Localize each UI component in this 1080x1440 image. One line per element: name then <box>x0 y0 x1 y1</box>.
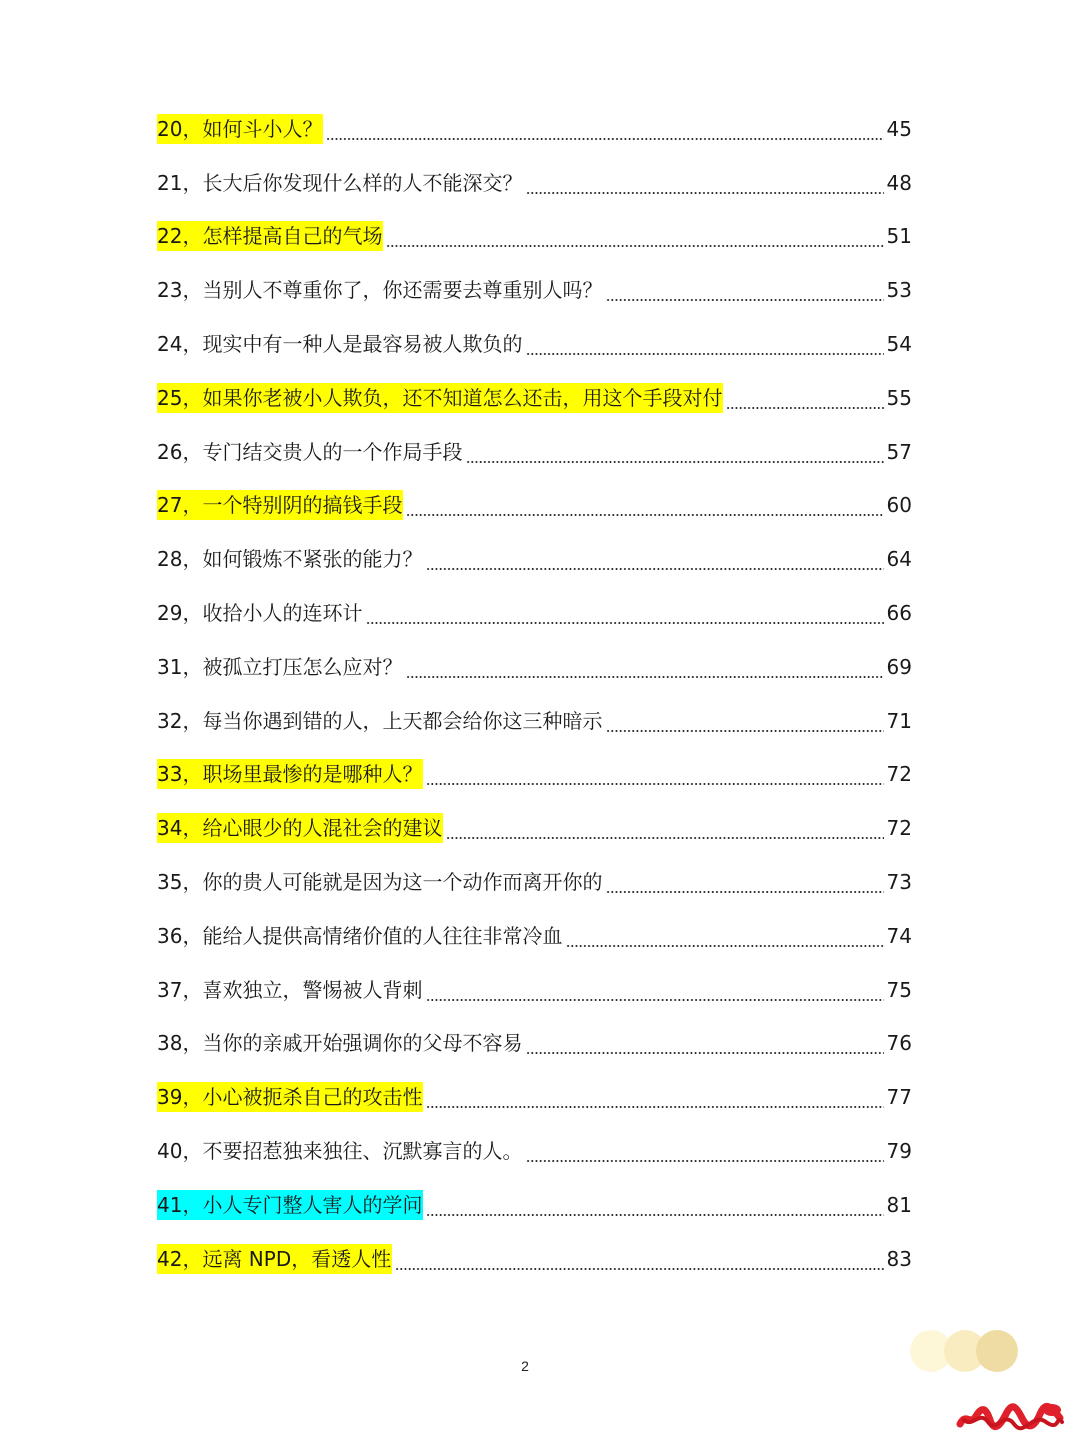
toc-entry-page: 69 <box>886 654 912 679</box>
toc-entry-page: 51 <box>886 224 912 249</box>
toc-entry-title: 31，被孤立打压怎么应对？ <box>157 654 403 679</box>
dot-leader <box>406 652 883 682</box>
toc-entry-page: 79 <box>886 1139 912 1164</box>
page-number: 2 <box>521 1358 529 1374</box>
three-circles-icon <box>910 1328 1022 1374</box>
dot-leader <box>326 114 883 144</box>
toc-entry-page: 71 <box>886 708 912 733</box>
dot-leader <box>426 1082 883 1112</box>
toc-entry-title: 37，喜欢独立，警惕被人背刺 <box>157 977 423 1002</box>
toc-entry-page: 64 <box>886 547 912 572</box>
dot-leader <box>395 1244 883 1274</box>
toc-entry-page: 75 <box>886 977 912 1002</box>
toc-entry <box>157 586 912 640</box>
dot-leader <box>526 1028 883 1058</box>
table-of-contents <box>157 102 912 1286</box>
toc-entry-title: 35，你的贵人可能就是因为这一个动作而离开你的 <box>157 870 603 895</box>
dot-leader <box>426 1190 883 1220</box>
toc-entry <box>157 963 912 1017</box>
red-scribble-logo <box>956 1400 1066 1432</box>
dot-leader <box>526 168 883 198</box>
toc-entry <box>157 1070 912 1124</box>
dot-leader <box>426 975 883 1005</box>
toc-entry-title: 29，收拾小人的连环计 <box>157 601 363 626</box>
dot-leader <box>466 437 883 467</box>
toc-entry-title: 41，小人专门整人害人的学问 <box>157 1190 423 1220</box>
toc-entry-page: 48 <box>886 170 912 195</box>
toc-entry-page: 57 <box>886 439 912 464</box>
toc-entry <box>157 1178 912 1232</box>
toc-entry-page: 45 <box>886 116 912 141</box>
toc-entry <box>157 1124 912 1178</box>
toc-entry <box>157 479 912 533</box>
dot-leader <box>446 813 883 843</box>
dot-leader <box>606 867 883 897</box>
dot-leader <box>606 706 883 736</box>
toc-entry <box>157 640 912 694</box>
toc-entry-title: 24，现实中有一种人是最容易被人欺负的 <box>157 332 523 357</box>
toc-entry-title: 42，远离 NPD，看透人性 <box>157 1244 392 1274</box>
toc-entry-page: 76 <box>886 1031 912 1056</box>
dot-leader <box>386 221 883 251</box>
toc-entry-page: 72 <box>886 816 912 841</box>
dot-leader <box>406 490 883 520</box>
toc-entry <box>157 1017 912 1071</box>
toc-entry-title: 21，长大后你发现什么样的人不能深交？ <box>157 170 523 195</box>
toc-entry-title: 34，给心眼少的人混社会的建议 <box>157 813 443 843</box>
toc-entry <box>157 748 912 802</box>
toc-entry-page: 72 <box>886 762 912 787</box>
toc-entry-title: 20，如何斗小人？ <box>157 114 323 144</box>
circle-icon <box>976 1330 1018 1372</box>
toc-entry-title: 27，一个特别阴的搞钱手段 <box>157 490 403 520</box>
dot-leader <box>526 1136 883 1166</box>
toc-entry-title: 26，专门结交贵人的一个作局手段 <box>157 439 463 464</box>
toc-entry-page: 81 <box>886 1192 912 1217</box>
toc-entry <box>157 263 912 317</box>
toc-entry-page: 77 <box>886 1085 912 1110</box>
dot-leader <box>606 275 883 305</box>
toc-entry-page: 83 <box>886 1246 912 1271</box>
toc-entry-title: 38，当你的亲戚开始强调你的父母不容易 <box>157 1031 523 1056</box>
toc-entry-title: 25，如果你老被小人欺负，还不知道怎么还击，用这个手段对付 <box>157 383 723 413</box>
toc-entry-page: 66 <box>886 601 912 626</box>
toc-entry <box>157 210 912 264</box>
toc-entry-title: 36，能给人提供高情绪价值的人往往非常冷血 <box>157 923 563 948</box>
toc-entry-page: 60 <box>886 493 912 518</box>
dot-leader <box>526 329 883 359</box>
toc-entry-title: 28，如何锻炼不紧张的能力？ <box>157 547 423 572</box>
toc-entry-title: 39，小心被扼杀自己的攻击性 <box>157 1082 423 1112</box>
toc-entry <box>157 317 912 371</box>
dot-leader <box>366 598 883 628</box>
toc-entry <box>157 102 912 156</box>
toc-entry <box>157 371 912 425</box>
toc-entry <box>157 694 912 748</box>
toc-entry-title: 33，职场里最惨的是哪种人？ <box>157 759 423 789</box>
toc-entry <box>157 855 912 909</box>
toc-entry <box>157 425 912 479</box>
toc-entry-page: 74 <box>886 923 912 948</box>
toc-entry <box>157 801 912 855</box>
toc-entry-title: 40，不要招惹独来独往、沉默寡言的人。 <box>157 1139 523 1164</box>
dot-leader <box>426 759 883 789</box>
toc-entry <box>157 1232 912 1286</box>
toc-entry-title: 23，当别人不尊重你了，你还需要去尊重别人吗？ <box>157 278 603 303</box>
toc-entry-page: 53 <box>886 278 912 303</box>
toc-entry-page: 55 <box>886 385 912 410</box>
toc-entry-title: 32，每当你遇到错的人，上天都会给你这三种暗示 <box>157 708 603 733</box>
dot-leader <box>426 544 883 574</box>
dot-leader <box>566 921 883 951</box>
toc-entry <box>157 532 912 586</box>
toc-entry <box>157 909 912 963</box>
toc-entry-title: 22，怎样提高自己的气场 <box>157 221 383 251</box>
dot-leader <box>726 383 883 413</box>
toc-entry <box>157 156 912 210</box>
toc-entry-page: 54 <box>886 332 912 357</box>
toc-entry-page: 73 <box>886 870 912 895</box>
